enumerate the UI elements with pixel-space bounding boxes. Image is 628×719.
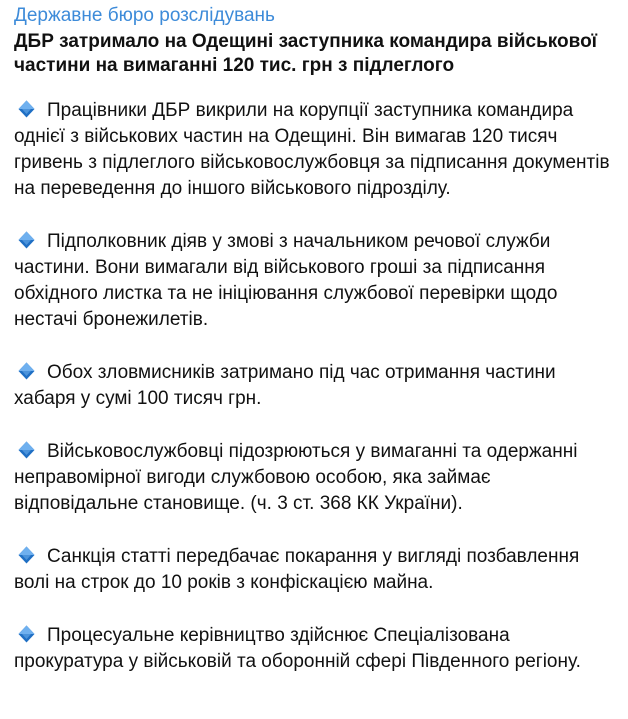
- paragraph-text: Процесуальне керівництво здійснює Спеціалізована прокуратура у військовій та оборонній сфері Південного регіону.: [14, 625, 581, 672]
- blue-diamond-icon: [18, 625, 35, 643]
- blue-diamond-icon: [18, 441, 35, 459]
- post-paragraph: [14, 623, 618, 675]
- blue-diamond-icon: [18, 362, 35, 380]
- blue-diamond-icon: [18, 231, 35, 249]
- post-paragraph: [14, 98, 618, 202]
- post-paragraph: [14, 439, 618, 517]
- blue-diamond-icon: [18, 546, 35, 564]
- paragraph-text: Військовослужбовці підозрюються у вимаганні та одержанні неправомірної вигоди службовою особою, яка займає відповідальне становище. (ч. 3 ст. 368 КК України).: [14, 441, 578, 514]
- blue-diamond-icon: [18, 100, 35, 118]
- paragraph-text: Санкція статті передбачає покарання у вигляді позбавлення волі на строк до 10 років з конфіскацією майна.: [14, 546, 580, 593]
- post-headline: ДБР затримало на Одещині заступника командира військової частини на вимаганні 120 тис. грн з підлеглого: [14, 31, 598, 76]
- post-paragraph: [14, 544, 618, 596]
- paragraph-text: Працівники ДБР викрили на корупції заступника командира однієї з військових частин на Одещині. Він вимагав 120 тисяч гривень з підлеглого військовослужбовця за підписання документів на переведення до іншого військового підрозділу.: [14, 100, 610, 199]
- paragraph-text: Обох зловмисників затримано під час отримання частини хабаря у сумі 100 тисяч грн.: [14, 362, 556, 409]
- paragraph-text: Підполковник діяв у змові з начальником речової служби частини. Вони вимагали від військового гроші за підписання обхідного листка та не ініціювання службової перевірки щодо нестачі бронежилетів.: [14, 231, 558, 330]
- post-paragraph: [14, 360, 618, 412]
- post-paragraph: [14, 229, 618, 333]
- channel-name-link[interactable]: Державне бюро розслідувань: [14, 5, 275, 26]
